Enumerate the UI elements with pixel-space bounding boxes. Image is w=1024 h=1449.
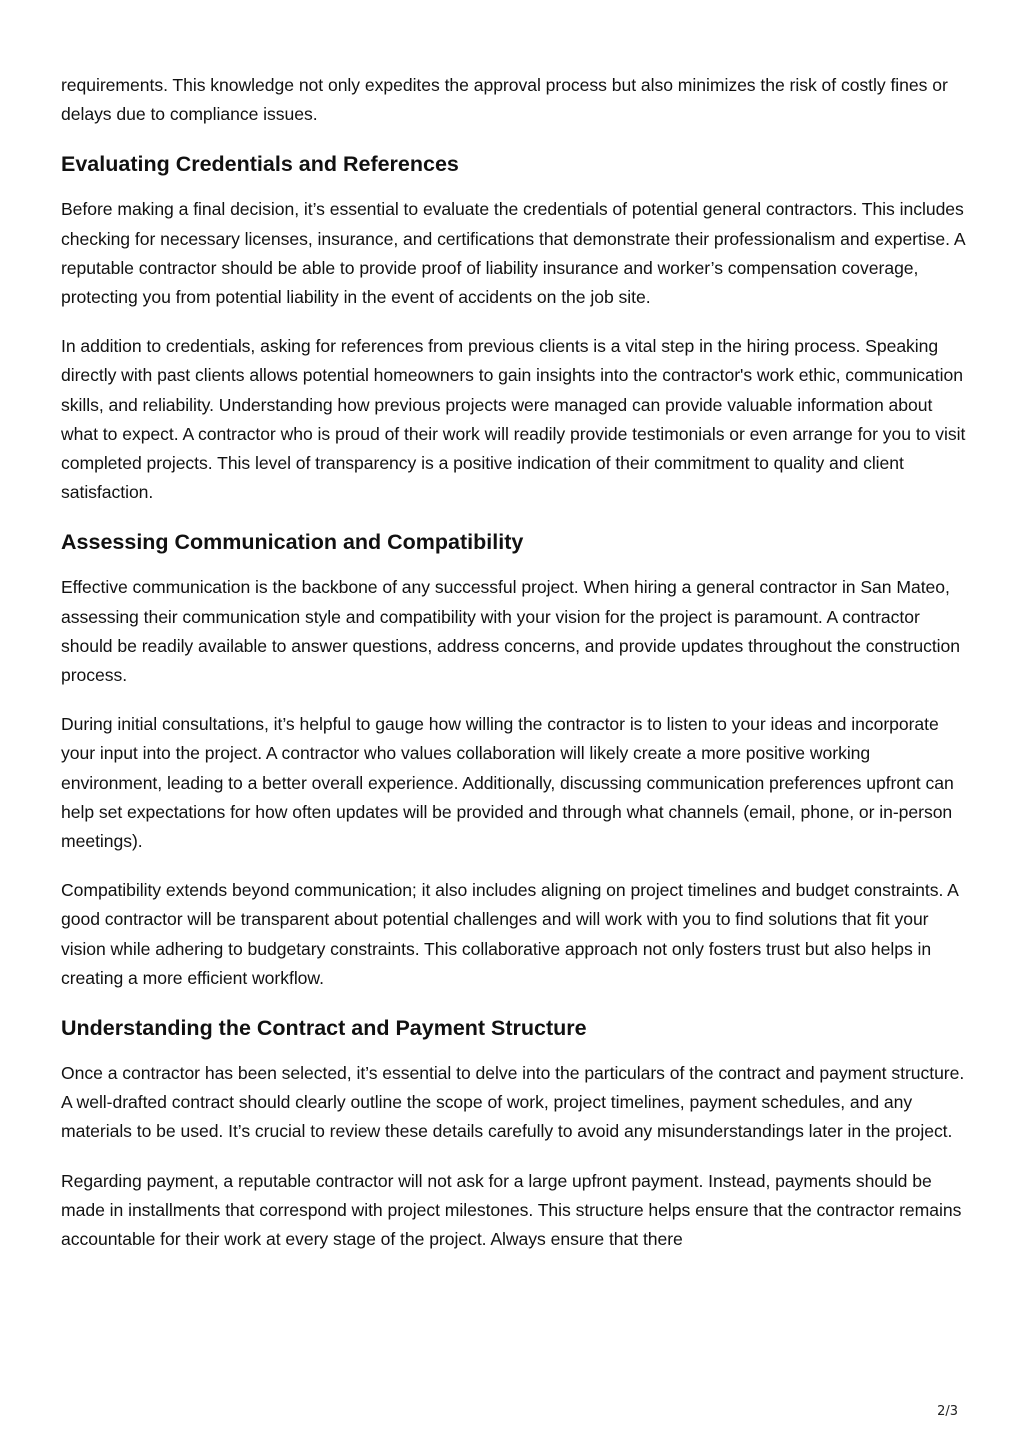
intro-paragraph: requirements. This knowledge not only expedites the approval process but also minimizes the risk of costly fines or delays due to compliance issues. <box>61 75 948 125</box>
paragraph: During initial consultations, it’s helpful to gauge how willing the contractor is to listen to your ideas and incorporate your input into the project. A contractor who values collaboration will likely create a more positive working environment, leading to a better overall experience. Additionally, discussing communication preferences upfront can help set expectations for how often updates will be provided and through what channels (email, phone, or in-person meetings). <box>61 714 954 852</box>
section-heading-communication: Assessing Communication and Compatibility <box>61 530 524 555</box>
paragraph: Once a contractor has been selected, it’s essential to delve into the particulars of the contract and payment structure. A well-drafted contract should clearly outline the scope of work, project timelines, payment schedules, and any materials to be used. It’s crucial to review these details carefully to avoid any misunderstandings later in the project. <box>61 1063 965 1142</box>
document-body <box>61 71 971 1274</box>
paragraph: In addition to credentials, asking for references from previous clients is a vital step in the hiring process. Speaking directly with past clients allows potential homeowners to gain insights into the contractor's work ethic, communication skills, and reliability. Understanding how previous projects were managed can provide valuable information about what to expect. A contractor who is proud of their work will readily provide testimonials or even arrange for you to visit completed projects. This level of transparency is a positive indication of their commitment to quality and client satisfaction. <box>61 336 966 503</box>
paragraph: Effective communication is the backbone of any successful project. When hiring a general contractor in San Mateo, assessing their communication style and compatibility with your vision for the project is paramount. A contractor should be readily available to answer questions, address concerns, and provide updates throughout the construction process. <box>61 577 960 686</box>
paragraph: Compatibility extends beyond communication; it also includes aligning on project timelines and budget constraints. A good contractor will be transparent about potential challenges and will work with you to find solutions that fit your vision while adhering to budgetary constraints. This collaborative approach not only fosters trust but also helps in creating a more efficient workflow. <box>61 880 958 988</box>
section-heading-credentials: Evaluating Credentials and References <box>61 152 459 177</box>
page-number: 2/3 <box>937 1404 958 1419</box>
paragraph: Before making a final decision, it’s essential to evaluate the credentials of potential general contractors. This includes checking for necessary licenses, insurance, and certifications that demonstrate their professionalism and expertise. A reputable contractor should be able to provide proof of liability insurance and worker’s compensation coverage, protecting you from potential liability in the event of accidents on the job site. <box>61 199 965 308</box>
paragraph: Regarding payment, a reputable contractor will not ask for a large upfront payment. Instead, payments should be made in installments that correspond with project milestones. This structure helps ensure that the contractor remains accountable for their work at every stage of the project. Always ensure that there <box>61 1170 962 1250</box>
section-heading-contract: Understanding the Contract and Payment Structure <box>61 1016 587 1041</box>
